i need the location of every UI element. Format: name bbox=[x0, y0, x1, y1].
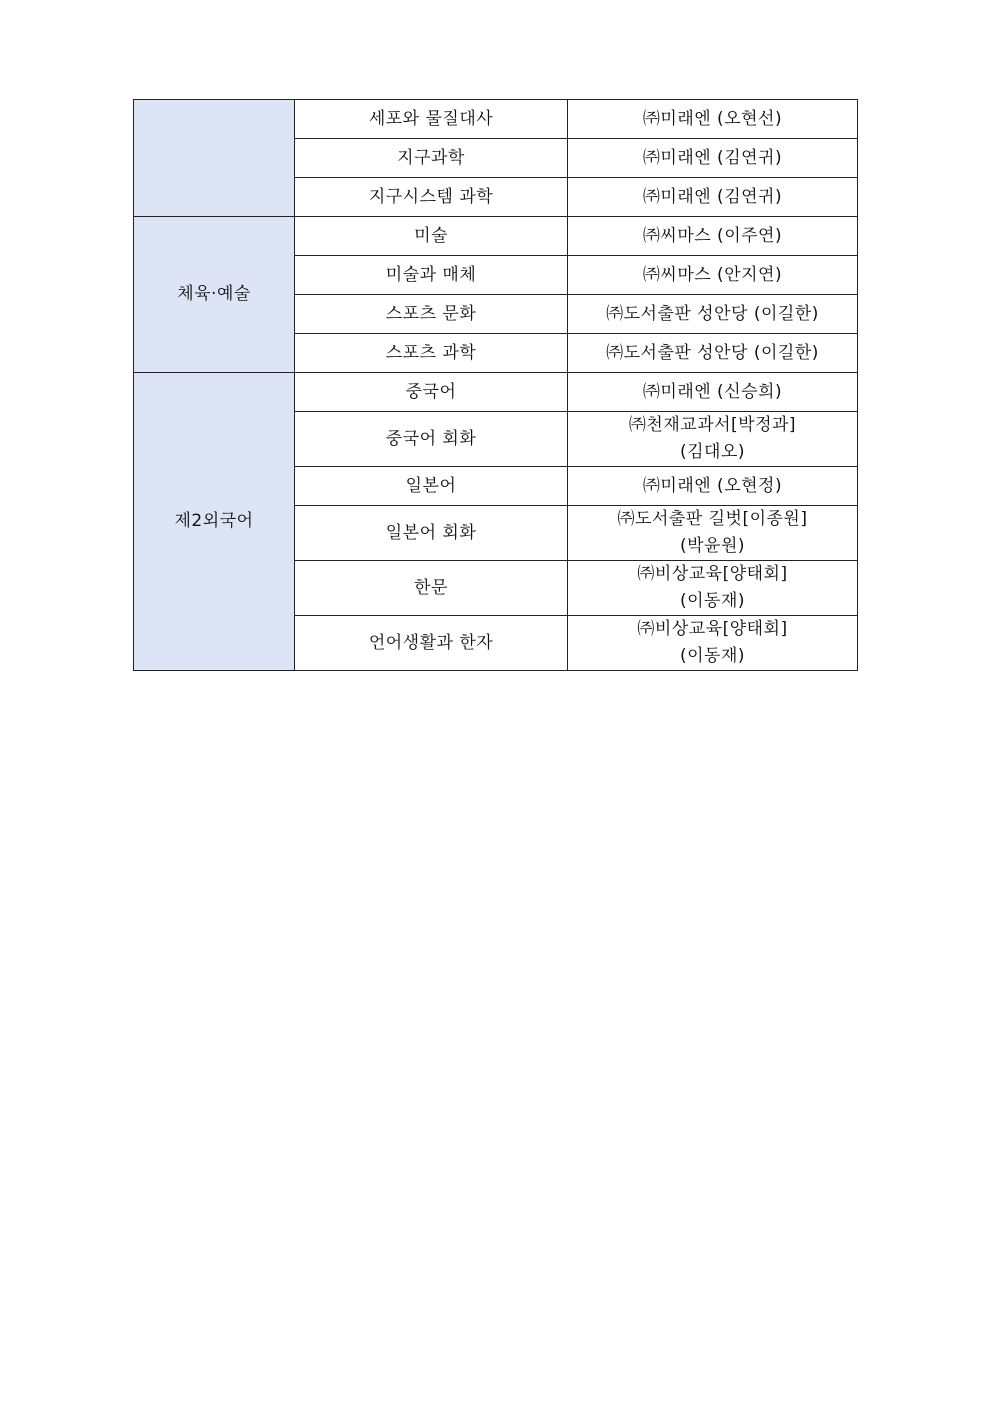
publisher-cell bbox=[568, 373, 858, 412]
subject-cell: 스포츠 과학 bbox=[295, 334, 568, 373]
subject-cell: 한문 bbox=[295, 561, 568, 616]
publisher-cell bbox=[568, 295, 858, 334]
table-row bbox=[134, 217, 858, 256]
publisher-cell bbox=[568, 467, 858, 506]
publisher-cell bbox=[568, 412, 858, 467]
textbook-table bbox=[133, 99, 858, 671]
subject-cell: 중국어 회화 bbox=[295, 412, 568, 467]
subject-cell: 중국어 bbox=[295, 373, 568, 412]
author-line: (이동재) bbox=[679, 591, 746, 611]
subject-cell: 미술과 매체 bbox=[295, 256, 568, 295]
publisher-line: ㈜씨마스 (이주연) bbox=[642, 225, 783, 246]
table-row bbox=[134, 100, 858, 139]
publisher-cell bbox=[568, 100, 858, 139]
author-line: (박윤원) bbox=[679, 536, 746, 556]
subject-cell: 언어생활과 한자 bbox=[295, 616, 568, 671]
author-line: (이동재) bbox=[679, 646, 746, 666]
subject-cell: 지구과학 bbox=[295, 139, 568, 178]
subject-cell: 미술 bbox=[295, 217, 568, 256]
publisher-cell bbox=[568, 139, 858, 178]
publisher-cell bbox=[568, 256, 858, 295]
subject-cell: 일본어 bbox=[295, 467, 568, 506]
publisher-line: ㈜미래엔 (김연귀) bbox=[642, 147, 783, 168]
publisher-cell bbox=[568, 217, 858, 256]
publisher-line: ㈜도서출판 성안당 (이길한) bbox=[606, 342, 819, 363]
group-label-cell bbox=[134, 100, 295, 217]
publisher-line: ㈜비상교육[양태회] bbox=[637, 564, 788, 584]
publisher-cell bbox=[568, 561, 858, 616]
subject-cell: 일본어 회화 bbox=[295, 506, 568, 561]
publisher-line: ㈜미래엔 (김연귀) bbox=[642, 186, 783, 207]
publisher-cell bbox=[568, 616, 858, 671]
publisher-line: ㈜씨마스 (안지연) bbox=[642, 264, 783, 285]
publisher-line: ㈜천재교과서[박정과] bbox=[628, 415, 797, 435]
publisher-line: ㈜도서출판 길벗[이종원] bbox=[617, 509, 808, 529]
publisher-line: ㈜미래엔 (오현선) bbox=[642, 108, 783, 129]
group-label-cell: 제2외국어 bbox=[134, 373, 295, 671]
publisher-line: ㈜비상교육[양태회] bbox=[637, 619, 788, 639]
subject-cell: 지구시스템 과학 bbox=[295, 178, 568, 217]
publisher-cell bbox=[568, 178, 858, 217]
publisher-line: ㈜미래엔 (오현정) bbox=[642, 475, 783, 496]
publisher-cell bbox=[568, 506, 858, 561]
subject-cell: 세포와 물질대사 bbox=[295, 100, 568, 139]
publisher-line: ㈜도서출판 성안당 (이길한) bbox=[606, 303, 819, 324]
group-label-cell: 체육·예술 bbox=[134, 217, 295, 373]
author-line: (김대오) bbox=[679, 442, 746, 462]
table-row bbox=[134, 373, 858, 412]
publisher-cell bbox=[568, 334, 858, 373]
publisher-line: ㈜미래엔 (신승희) bbox=[642, 381, 783, 402]
subject-cell: 스포츠 문화 bbox=[295, 295, 568, 334]
